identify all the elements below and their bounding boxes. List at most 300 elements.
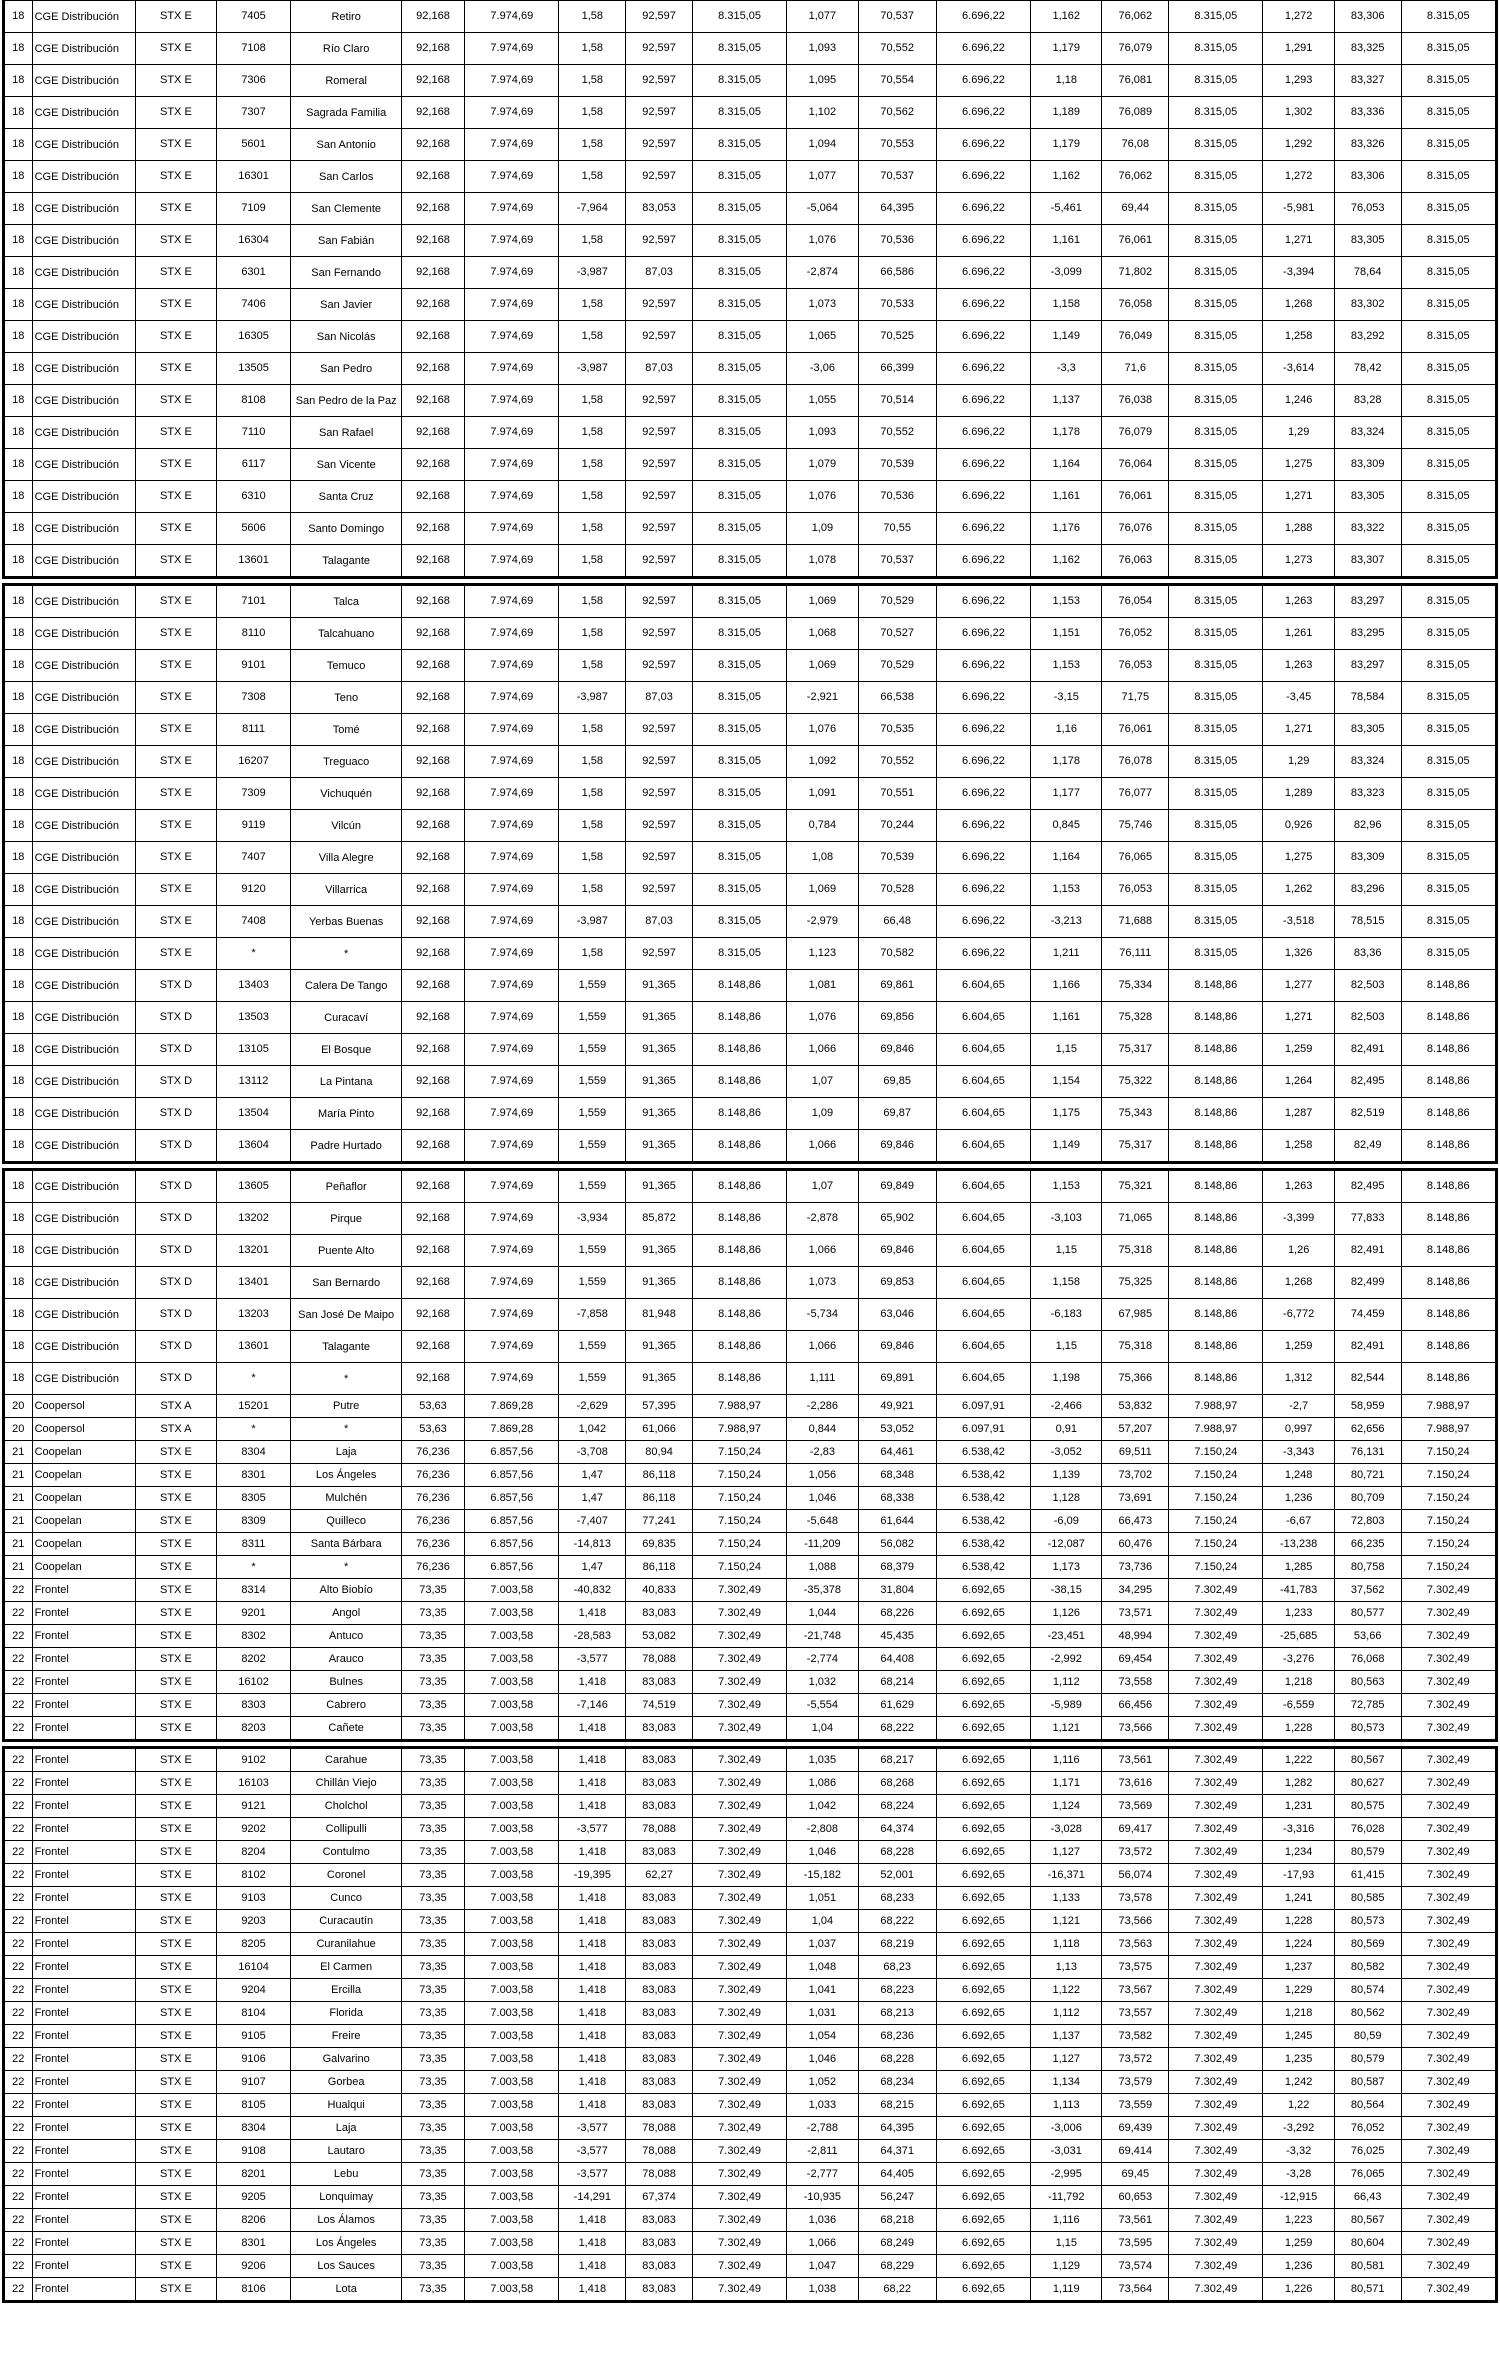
commune-cell: Mulchén: [291, 1487, 401, 1510]
table-row: [5, 2048, 1496, 2071]
value-cell: 1,092: [787, 746, 858, 778]
company-cell: Frontel: [32, 2117, 136, 2140]
value-cell: 7.302,49: [692, 1671, 786, 1694]
commune-cell: San Pedro: [291, 353, 401, 385]
value-cell: 8.148,86: [1401, 1066, 1495, 1098]
company-cell: Frontel: [32, 1648, 136, 1671]
value-cell: 1,58: [559, 385, 626, 417]
value-cell: 92,168: [401, 906, 464, 938]
value-cell: 76,079: [1102, 417, 1169, 449]
value-cell: 7.302,49: [692, 2140, 786, 2163]
value-cell: 6.097,91: [936, 1395, 1030, 1418]
value-cell: 8.315,05: [692, 161, 786, 193]
commune-cell: Ercilla: [291, 1979, 401, 2002]
value-cell: 7.003,58: [465, 2048, 559, 2071]
value-cell: 1,58: [559, 33, 626, 65]
value-cell: 7.003,58: [465, 1933, 559, 1956]
value-cell: -3,343: [1263, 1441, 1334, 1464]
commune-cell: Padre Hurtado: [291, 1130, 401, 1162]
value-cell: 1,559: [559, 1267, 626, 1299]
value-cell: 80,567: [1334, 1749, 1401, 1772]
commune-code-cell: 8202: [216, 1648, 291, 1671]
value-cell: -2,788: [787, 2117, 858, 2140]
table-row: [5, 161, 1496, 193]
value-cell: 92,597: [626, 746, 693, 778]
id-cell: 18: [5, 33, 33, 65]
value-cell: 6.696,22: [936, 97, 1030, 129]
value-cell: 1,164: [1031, 449, 1102, 481]
value-cell: 1,122: [1031, 1979, 1102, 2002]
value-cell: 70,244: [858, 810, 936, 842]
value-cell: 6.696,22: [936, 682, 1030, 714]
company-cell: CGE Distribución: [32, 1299, 136, 1331]
value-cell: 7.302,49: [1401, 1648, 1495, 1671]
value-cell: 8.315,05: [692, 289, 786, 321]
value-cell: 1,179: [1031, 33, 1102, 65]
value-cell: 1,418: [559, 1887, 626, 1910]
commune-cell: Los Ángeles: [291, 1464, 401, 1487]
value-cell: 6.692,65: [936, 2232, 1030, 2255]
value-cell: 8.315,05: [1169, 513, 1263, 545]
value-cell: -3,987: [559, 682, 626, 714]
sector-cell: STX E: [136, 2071, 217, 2094]
value-cell: 6.696,22: [936, 746, 1030, 778]
value-cell: 76,061: [1102, 714, 1169, 746]
value-cell: 7.003,58: [465, 1694, 559, 1717]
value-cell: 87,03: [626, 906, 693, 938]
value-cell: 8.315,05: [692, 874, 786, 906]
commune-cell: *: [291, 1556, 401, 1579]
value-cell: 1,076: [787, 225, 858, 257]
company-cell: Frontel: [32, 1818, 136, 1841]
table-row: [5, 842, 1496, 874]
id-cell: 22: [5, 2094, 33, 2117]
value-cell: 73,574: [1102, 2255, 1169, 2278]
value-cell: 76,068: [1334, 1648, 1401, 1671]
commune-cell: Cabrero: [291, 1694, 401, 1717]
table-row: [5, 481, 1496, 513]
value-cell: 34,295: [1102, 1579, 1169, 1602]
value-cell: 76,054: [1102, 586, 1169, 618]
value-cell: 6.692,65: [936, 1671, 1030, 1694]
commune-cell: San Javier: [291, 289, 401, 321]
table-row: [5, 1418, 1496, 1441]
commune-cell: Talagante: [291, 1331, 401, 1363]
value-cell: 7.974,69: [465, 1098, 559, 1130]
value-cell: 8.148,86: [1169, 1331, 1263, 1363]
commune-code-cell: 6117: [216, 449, 291, 481]
value-cell: 7.302,49: [692, 2255, 786, 2278]
id-cell: 22: [5, 2002, 33, 2025]
value-cell: 72,803: [1334, 1510, 1401, 1533]
value-cell: 75,321: [1102, 1171, 1169, 1203]
value-cell: 1,223: [1263, 2209, 1334, 2232]
value-cell: 92,597: [626, 778, 693, 810]
value-cell: 68,229: [858, 2255, 936, 2278]
value-cell: 7.302,49: [692, 2232, 786, 2255]
commune-code-cell: 9202: [216, 1818, 291, 1841]
table-block-3: [2, 1168, 1498, 1742]
value-cell: 7.003,58: [465, 2209, 559, 2232]
id-cell: 21: [5, 1556, 33, 1579]
value-cell: 7.150,24: [1169, 1441, 1263, 1464]
id-cell: 20: [5, 1418, 33, 1441]
value-cell: 76,236: [401, 1464, 464, 1487]
value-cell: 68,213: [858, 2002, 936, 2025]
value-cell: 69,417: [1102, 1818, 1169, 1841]
commune-cell: Gorbea: [291, 2071, 401, 2094]
value-cell: 6.692,65: [936, 1887, 1030, 1910]
value-cell: 7.302,49: [1169, 2002, 1263, 2025]
value-cell: 78,42: [1334, 353, 1401, 385]
sector-cell: STX E: [136, 2232, 217, 2255]
value-cell: 31,804: [858, 1579, 936, 1602]
table-row: [5, 2232, 1496, 2255]
value-cell: 1,312: [1263, 1363, 1334, 1395]
value-cell: 1,09: [787, 513, 858, 545]
commune-cell: Puente Alto: [291, 1235, 401, 1267]
id-cell: 22: [5, 2025, 33, 2048]
id-cell: 18: [5, 225, 33, 257]
commune-code-cell: 13504: [216, 1098, 291, 1130]
value-cell: 68,228: [858, 1841, 936, 1864]
value-cell: 1,258: [1263, 321, 1334, 353]
value-cell: 6.696,22: [936, 449, 1030, 481]
value-cell: 83,325: [1334, 33, 1401, 65]
value-cell: 8.315,05: [1401, 417, 1495, 449]
value-cell: 1,066: [787, 1034, 858, 1066]
value-cell: 1,418: [559, 1671, 626, 1694]
value-cell: 92,597: [626, 842, 693, 874]
value-cell: -5,734: [787, 1299, 858, 1331]
value-cell: 1,288: [1263, 513, 1334, 545]
value-cell: 1,58: [559, 225, 626, 257]
value-cell: -3,28: [1263, 2163, 1334, 2186]
value-cell: 8.315,05: [1401, 1, 1495, 33]
value-cell: 83,083: [626, 2094, 693, 2117]
table-row: [5, 1130, 1496, 1162]
value-cell: 1,418: [559, 1956, 626, 1979]
value-cell: 1,234: [1263, 1841, 1334, 1864]
value-cell: 7.974,69: [465, 161, 559, 193]
commune-code-cell: 7109: [216, 193, 291, 225]
value-cell: 76,111: [1102, 938, 1169, 970]
value-cell: 7.003,58: [465, 1818, 559, 1841]
company-cell: Frontel: [32, 1795, 136, 1818]
value-cell: 92,597: [626, 586, 693, 618]
value-cell: -3,028: [1031, 1818, 1102, 1841]
value-cell: 1,559: [559, 1235, 626, 1267]
value-cell: 76,236: [401, 1533, 464, 1556]
value-cell: 7.302,49: [1401, 1717, 1495, 1740]
value-cell: 1,58: [559, 481, 626, 513]
sector-cell: STX E: [136, 2209, 217, 2232]
value-cell: 7.302,49: [1401, 2025, 1495, 2048]
value-cell: 1,065: [787, 321, 858, 353]
sector-cell: STX E: [136, 2002, 217, 2025]
commune-code-cell: 13503: [216, 1002, 291, 1034]
value-cell: 61,415: [1334, 1864, 1401, 1887]
value-cell: 1,162: [1031, 545, 1102, 577]
value-cell: 1,176: [1031, 513, 1102, 545]
value-cell: 1,076: [787, 1002, 858, 1034]
value-cell: 7.003,58: [465, 1841, 559, 1864]
commune-code-cell: 8304: [216, 2117, 291, 2140]
value-cell: 8.148,86: [692, 1331, 786, 1363]
value-cell: 73,569: [1102, 1795, 1169, 1818]
value-cell: 8.315,05: [1169, 618, 1263, 650]
value-cell: 7.150,24: [692, 1441, 786, 1464]
value-cell: 6.696,22: [936, 810, 1030, 842]
value-cell: 6.604,65: [936, 1363, 1030, 1395]
value-cell: 83,297: [1334, 650, 1401, 682]
value-cell: 7.302,49: [692, 2278, 786, 2301]
value-cell: 1,272: [1263, 161, 1334, 193]
value-cell: 1,13: [1031, 1956, 1102, 1979]
value-cell: -3,577: [559, 2140, 626, 2163]
table-row: [5, 906, 1496, 938]
company-cell: Frontel: [32, 1956, 136, 1979]
value-cell: 92,168: [401, 417, 464, 449]
value-cell: 7.003,58: [465, 1579, 559, 1602]
value-cell: 6.696,22: [936, 874, 1030, 906]
company-cell: CGE Distribución: [32, 810, 136, 842]
value-cell: 6.538,42: [936, 1510, 1030, 1533]
value-cell: 92,168: [401, 129, 464, 161]
value-cell: 1,58: [559, 650, 626, 682]
commune-code-cell: 8314: [216, 1579, 291, 1602]
value-cell: -23,451: [1031, 1625, 1102, 1648]
value-cell: 53,082: [626, 1625, 693, 1648]
value-cell: 8.148,86: [692, 1267, 786, 1299]
value-cell: 7.302,49: [1169, 1648, 1263, 1671]
value-cell: 7.302,49: [1401, 2209, 1495, 2232]
value-cell: 7.302,49: [1401, 1602, 1495, 1625]
value-cell: 53,63: [401, 1395, 464, 1418]
value-cell: 69,856: [858, 1002, 936, 1034]
value-cell: 1,046: [787, 1487, 858, 1510]
value-cell: 6.692,65: [936, 2117, 1030, 2140]
value-cell: 7.974,69: [465, 1235, 559, 1267]
value-cell: -6,183: [1031, 1299, 1102, 1331]
sector-cell: STX E: [136, 1556, 217, 1579]
value-cell: 73,35: [401, 1602, 464, 1625]
value-cell: 1,58: [559, 938, 626, 970]
value-cell: 73,35: [401, 2278, 464, 2301]
value-cell: 64,461: [858, 1441, 936, 1464]
value-cell: 1,066: [787, 1235, 858, 1267]
value-cell: 7.302,49: [1169, 2232, 1263, 2255]
value-cell: 61,629: [858, 1694, 936, 1717]
id-cell: 18: [5, 353, 33, 385]
value-cell: 75,317: [1102, 1130, 1169, 1162]
value-cell: 92,168: [401, 481, 464, 513]
value-cell: 1,066: [787, 2232, 858, 2255]
commune-cell: Contulmo: [291, 1841, 401, 1864]
table-row: [5, 2186, 1496, 2209]
value-cell: 57,207: [1102, 1418, 1169, 1441]
commune-code-cell: 8203: [216, 1717, 291, 1740]
company-cell: CGE Distribución: [32, 618, 136, 650]
value-cell: 1,418: [559, 1749, 626, 1772]
id-cell: 18: [5, 289, 33, 321]
sector-cell: STX E: [136, 1749, 217, 1772]
value-cell: 83,083: [626, 1956, 693, 1979]
table-row: [5, 1841, 1496, 1864]
value-cell: 7.302,49: [692, 1772, 786, 1795]
value-cell: 8.148,86: [692, 1299, 786, 1331]
value-cell: 1,179: [1031, 129, 1102, 161]
id-cell: 21: [5, 1464, 33, 1487]
value-cell: 68,222: [858, 1910, 936, 1933]
value-cell: 1,245: [1263, 2025, 1334, 2048]
value-cell: 91,365: [626, 1034, 693, 1066]
value-cell: 7.974,69: [465, 353, 559, 385]
value-cell: 1,261: [1263, 618, 1334, 650]
value-cell: 1,58: [559, 129, 626, 161]
value-cell: 1,158: [1031, 289, 1102, 321]
value-cell: 73,35: [401, 1910, 464, 1933]
value-cell: 1,326: [1263, 938, 1334, 970]
value-cell: 7.974,69: [465, 1066, 559, 1098]
value-cell: 7.302,49: [1401, 1956, 1495, 1979]
commune-cell: Alto Biobío: [291, 1579, 401, 1602]
value-cell: 92,597: [626, 65, 693, 97]
value-cell: 7.302,49: [1169, 2117, 1263, 2140]
value-cell: 83,305: [1334, 714, 1401, 746]
value-cell: -3,031: [1031, 2140, 1102, 2163]
commune-cell: Romeral: [291, 65, 401, 97]
value-cell: 83,307: [1334, 545, 1401, 577]
value-cell: 1,129: [1031, 2255, 1102, 2278]
value-cell: 92,168: [401, 1331, 464, 1363]
table-row: [5, 682, 1496, 714]
value-cell: 6.696,22: [936, 353, 1030, 385]
value-cell: 73,595: [1102, 2232, 1169, 2255]
value-cell: 76,065: [1334, 2163, 1401, 2186]
value-cell: 92,168: [401, 778, 464, 810]
value-cell: 92,168: [401, 289, 464, 321]
commune-cell: San Fabián: [291, 225, 401, 257]
sector-cell: STX E: [136, 586, 217, 618]
commune-cell: Santa Bárbara: [291, 1533, 401, 1556]
commune-cell: El Carmen: [291, 1956, 401, 1979]
company-cell: CGE Distribución: [32, 33, 136, 65]
value-cell: 7.974,69: [465, 874, 559, 906]
value-cell: 1,559: [559, 1363, 626, 1395]
commune-code-cell: 8106: [216, 2278, 291, 2301]
table-row: [5, 1579, 1496, 1602]
value-cell: 8.315,05: [1401, 65, 1495, 97]
value-cell: 76,064: [1102, 449, 1169, 481]
value-cell: 8.315,05: [1401, 193, 1495, 225]
value-cell: 1,418: [559, 2071, 626, 2094]
value-cell: 8.315,05: [1169, 289, 1263, 321]
value-cell: 1,47: [559, 1556, 626, 1579]
commune-code-cell: 16301: [216, 161, 291, 193]
value-cell: 70,539: [858, 842, 936, 874]
value-cell: 68,214: [858, 1671, 936, 1694]
value-cell: 1,077: [787, 161, 858, 193]
commune-cell: Talcahuano: [291, 618, 401, 650]
value-cell: 7.974,69: [465, 1203, 559, 1235]
id-cell: 22: [5, 2071, 33, 2094]
value-cell: 1,291: [1263, 33, 1334, 65]
id-cell: 18: [5, 385, 33, 417]
id-cell: 22: [5, 2140, 33, 2163]
id-cell: 18: [5, 449, 33, 481]
commune-cell: Collipulli: [291, 1818, 401, 1841]
value-cell: 68,249: [858, 2232, 936, 2255]
value-cell: 1,271: [1263, 1002, 1334, 1034]
commune-cell: Teno: [291, 682, 401, 714]
value-cell: 1,273: [1263, 545, 1334, 577]
commune-cell: Calera De Tango: [291, 970, 401, 1002]
value-cell: 6.692,65: [936, 1625, 1030, 1648]
sector-cell: STX E: [136, 65, 217, 97]
value-cell: 8.315,05: [1401, 874, 1495, 906]
value-cell: 73,35: [401, 1579, 464, 1602]
company-cell: Frontel: [32, 1671, 136, 1694]
table-row: [5, 2278, 1496, 2301]
value-cell: 68,379: [858, 1556, 936, 1579]
value-cell: 1,035: [787, 1749, 858, 1772]
value-cell: 71,688: [1102, 906, 1169, 938]
value-cell: 8.148,86: [1169, 1002, 1263, 1034]
value-cell: 70,562: [858, 97, 936, 129]
tariff-table: [4, 1170, 1496, 1740]
value-cell: 6.692,65: [936, 1602, 1030, 1625]
value-cell: 7.988,97: [692, 1418, 786, 1441]
company-cell: CGE Distribución: [32, 449, 136, 481]
value-cell: 1,58: [559, 618, 626, 650]
value-cell: 76,08: [1102, 129, 1169, 161]
value-cell: 70,582: [858, 938, 936, 970]
commune-code-cell: 9204: [216, 1979, 291, 2002]
value-cell: 1,418: [559, 1602, 626, 1625]
company-cell: CGE Distribución: [32, 906, 136, 938]
value-cell: 7.150,24: [1401, 1441, 1495, 1464]
value-cell: 1,127: [1031, 1841, 1102, 1864]
commune-cell: *: [291, 938, 401, 970]
value-cell: -2,995: [1031, 2163, 1102, 2186]
table-row: [5, 1510, 1496, 1533]
value-cell: 8.315,05: [1169, 385, 1263, 417]
value-cell: 73,563: [1102, 1933, 1169, 1956]
company-cell: CGE Distribución: [32, 938, 136, 970]
value-cell: 7.302,49: [1169, 2209, 1263, 2232]
value-cell: -5,064: [787, 193, 858, 225]
value-cell: 80,94: [626, 1441, 693, 1464]
value-cell: 8.315,05: [1401, 513, 1495, 545]
value-cell: 60,476: [1102, 1533, 1169, 1556]
value-cell: 92,168: [401, 938, 464, 970]
value-cell: 7.974,69: [465, 1171, 559, 1203]
value-cell: 75,318: [1102, 1331, 1169, 1363]
value-cell: 1,235: [1263, 2048, 1334, 2071]
value-cell: 77,241: [626, 1510, 693, 1533]
commune-cell: Los Ángeles: [291, 2232, 401, 2255]
value-cell: 7.302,49: [1169, 2025, 1263, 2048]
company-cell: Frontel: [32, 2186, 136, 2209]
commune-code-cell: *: [216, 938, 291, 970]
value-cell: 60,653: [1102, 2186, 1169, 2209]
value-cell: 8.315,05: [1169, 545, 1263, 577]
value-cell: -3,15: [1031, 682, 1102, 714]
table-row: [5, 874, 1496, 906]
value-cell: 8.148,86: [1401, 1235, 1495, 1267]
value-cell: 1,151: [1031, 618, 1102, 650]
